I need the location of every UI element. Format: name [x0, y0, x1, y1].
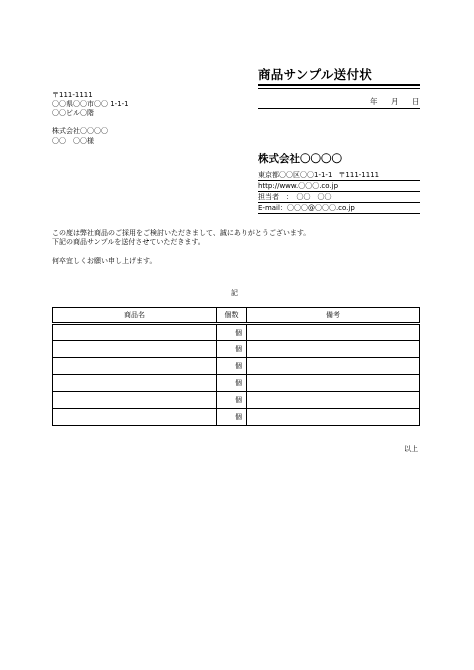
date-line [258, 97, 420, 109]
quantity-cell: 個 [217, 392, 247, 409]
product-cell [53, 409, 217, 426]
sender-email: E-mail：〇〇〇@〇〇〇.co.jp [258, 203, 420, 214]
items-table [52, 307, 420, 426]
quantity-cell: 個 [217, 409, 247, 426]
quantity-cell: 個 [217, 375, 247, 392]
table-row [53, 392, 420, 409]
remarks-cell [247, 324, 420, 341]
product-cell [53, 324, 217, 341]
table-header-row [53, 308, 420, 324]
body-line-2: 下記の商品サンプルを送付させていただきます。 [52, 238, 205, 246]
remarks-cell [247, 341, 420, 358]
closing-text: 以上 [404, 445, 418, 453]
quantity-cell: 個 [217, 358, 247, 375]
product-cell [53, 358, 217, 375]
header-remarks: 備考 [247, 308, 420, 324]
sender-contact: 担当者 ： 〇〇 〇〇 [258, 192, 420, 203]
document-title: 商品サンプル送付状 [258, 67, 373, 82]
sender-block [258, 153, 420, 214]
remarks-cell [247, 409, 420, 426]
recipient-address-line1: 〇〇県〇〇市〇〇 1-1-1 [52, 100, 129, 108]
remarks-cell [247, 358, 420, 375]
remarks-cell [247, 392, 420, 409]
header-product-name: 商品名 [53, 308, 217, 324]
sender-address-line [258, 170, 420, 181]
recipient-person: 〇〇 〇〇様 [52, 137, 94, 145]
ki-label: 記 [231, 289, 238, 297]
body-line-1: この度は弊社商品のご採用をご検討いただきまして、誠にありがとうございます。 [52, 229, 311, 237]
body-gap [52, 247, 310, 256]
date-day: 日 [412, 97, 420, 106]
title-rule-thick [258, 84, 420, 86]
recipient-address [52, 91, 129, 118]
recipient-postal: 〒111-1111 [52, 91, 93, 99]
product-cell [53, 392, 217, 409]
table-row [53, 409, 420, 426]
sender-address: 東京都〇〇区〇〇1-1-1 [258, 171, 333, 179]
recipient-address-line2: 〇〇ビル〇階 [52, 109, 94, 117]
product-cell [53, 341, 217, 358]
sender-postal: 〒111-1111 [338, 171, 380, 179]
product-cell [53, 375, 217, 392]
recipient-name [52, 127, 108, 146]
sender-url: http://www.〇〇〇.co.jp [258, 181, 420, 192]
sender-company: 株式会社〇〇〇〇 [258, 153, 342, 165]
date-year: 年 [370, 97, 378, 106]
table-row [53, 375, 420, 392]
table-row [53, 341, 420, 358]
table-row [53, 358, 420, 375]
quantity-cell: 個 [217, 324, 247, 341]
remarks-cell [247, 375, 420, 392]
table-row [53, 324, 420, 341]
date-month: 月 [391, 97, 399, 106]
header-quantity: 個数 [217, 308, 247, 324]
body-line-3: 何卒宜しくお願い申し上げます。 [52, 257, 157, 265]
title-rule-thin [258, 88, 420, 89]
quantity-cell: 個 [217, 341, 247, 358]
recipient-company: 株式会社〇〇〇〇 [52, 127, 108, 135]
body-text [52, 229, 310, 266]
